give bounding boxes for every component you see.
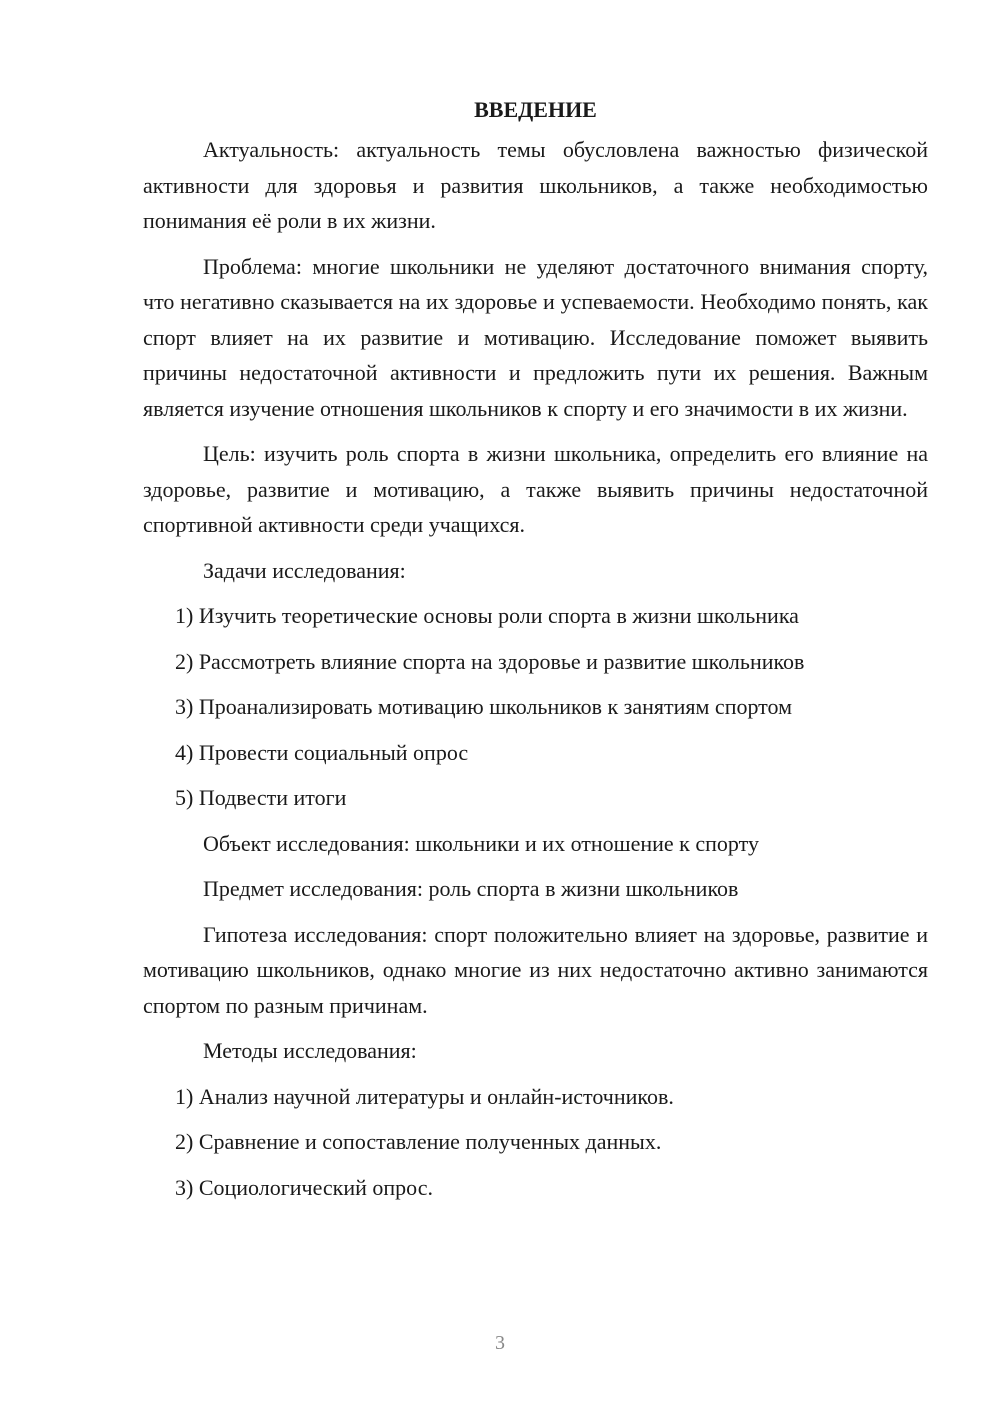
method-item: 2) Сравнение и сопоставление полученных данных.	[175, 1129, 662, 1154]
method-item: 3) Социологический опрос.	[175, 1174, 433, 1200]
task-item: 5) Подвести итоги	[175, 785, 347, 810]
document-page	[143, 92, 928, 1215]
hypothesis-paragraph: Гипотеза исследования: спорт положительно влияет на здоровье, развитие и мотивацию школьников, однако многие из них недостаточно активно занимаются спортом по разным причинам.	[143, 921, 928, 1018]
problem-paragraph: Проблема: многие школьники не уделяют достаточного внимания спорту, что негативно сказывается на их здоровье и успеваемости. Необходимо понять, как спорт влияет на их развитие и мотивацию. Исследование поможет выявить причины недостаточной активности и предложить пути их решения. Важным является изучение отношения школьников к спорту и его значимости в их жизни.	[143, 253, 928, 421]
task-item: 4) Провести социальный опрос	[175, 739, 469, 765]
tasks-heading: Задачи исследования:	[203, 557, 406, 583]
research-object: Объект исследования: школьники и их отношение к спорту	[203, 830, 759, 856]
methods-heading: Методы исследования:	[203, 1038, 417, 1063]
relevance-paragraph: Актуальность: актуальность темы обусловлена важностью физической активности для здоровья и развития школьников, а также необходимостью понимания её роли в их жизни.	[143, 137, 928, 233]
goal-paragraph: Цель: изучить роль спорта в жизни школьника, определить его влияние на здоровье, развитие и мотивацию, а также выявить причины недостаточной спортивной активности среди учащихся.	[143, 441, 928, 537]
page-title: ВВЕДЕНИЕ	[474, 97, 597, 122]
task-item: 2) Рассмотреть влияние спорта на здоровье и развитие школьников	[175, 648, 805, 674]
method-item: 1) Анализ научной литературы и онлайн-источников.	[175, 1083, 674, 1109]
page-number: 3	[495, 1332, 505, 1354]
research-subject: Предмет исследования: роль спорта в жизни школьников	[203, 876, 739, 901]
task-item: 1) Изучить теоретические основы роли спорта в жизни школьника	[175, 603, 799, 628]
task-item: 3) Проанализировать мотивацию школьников к занятиям спортом	[175, 694, 793, 719]
